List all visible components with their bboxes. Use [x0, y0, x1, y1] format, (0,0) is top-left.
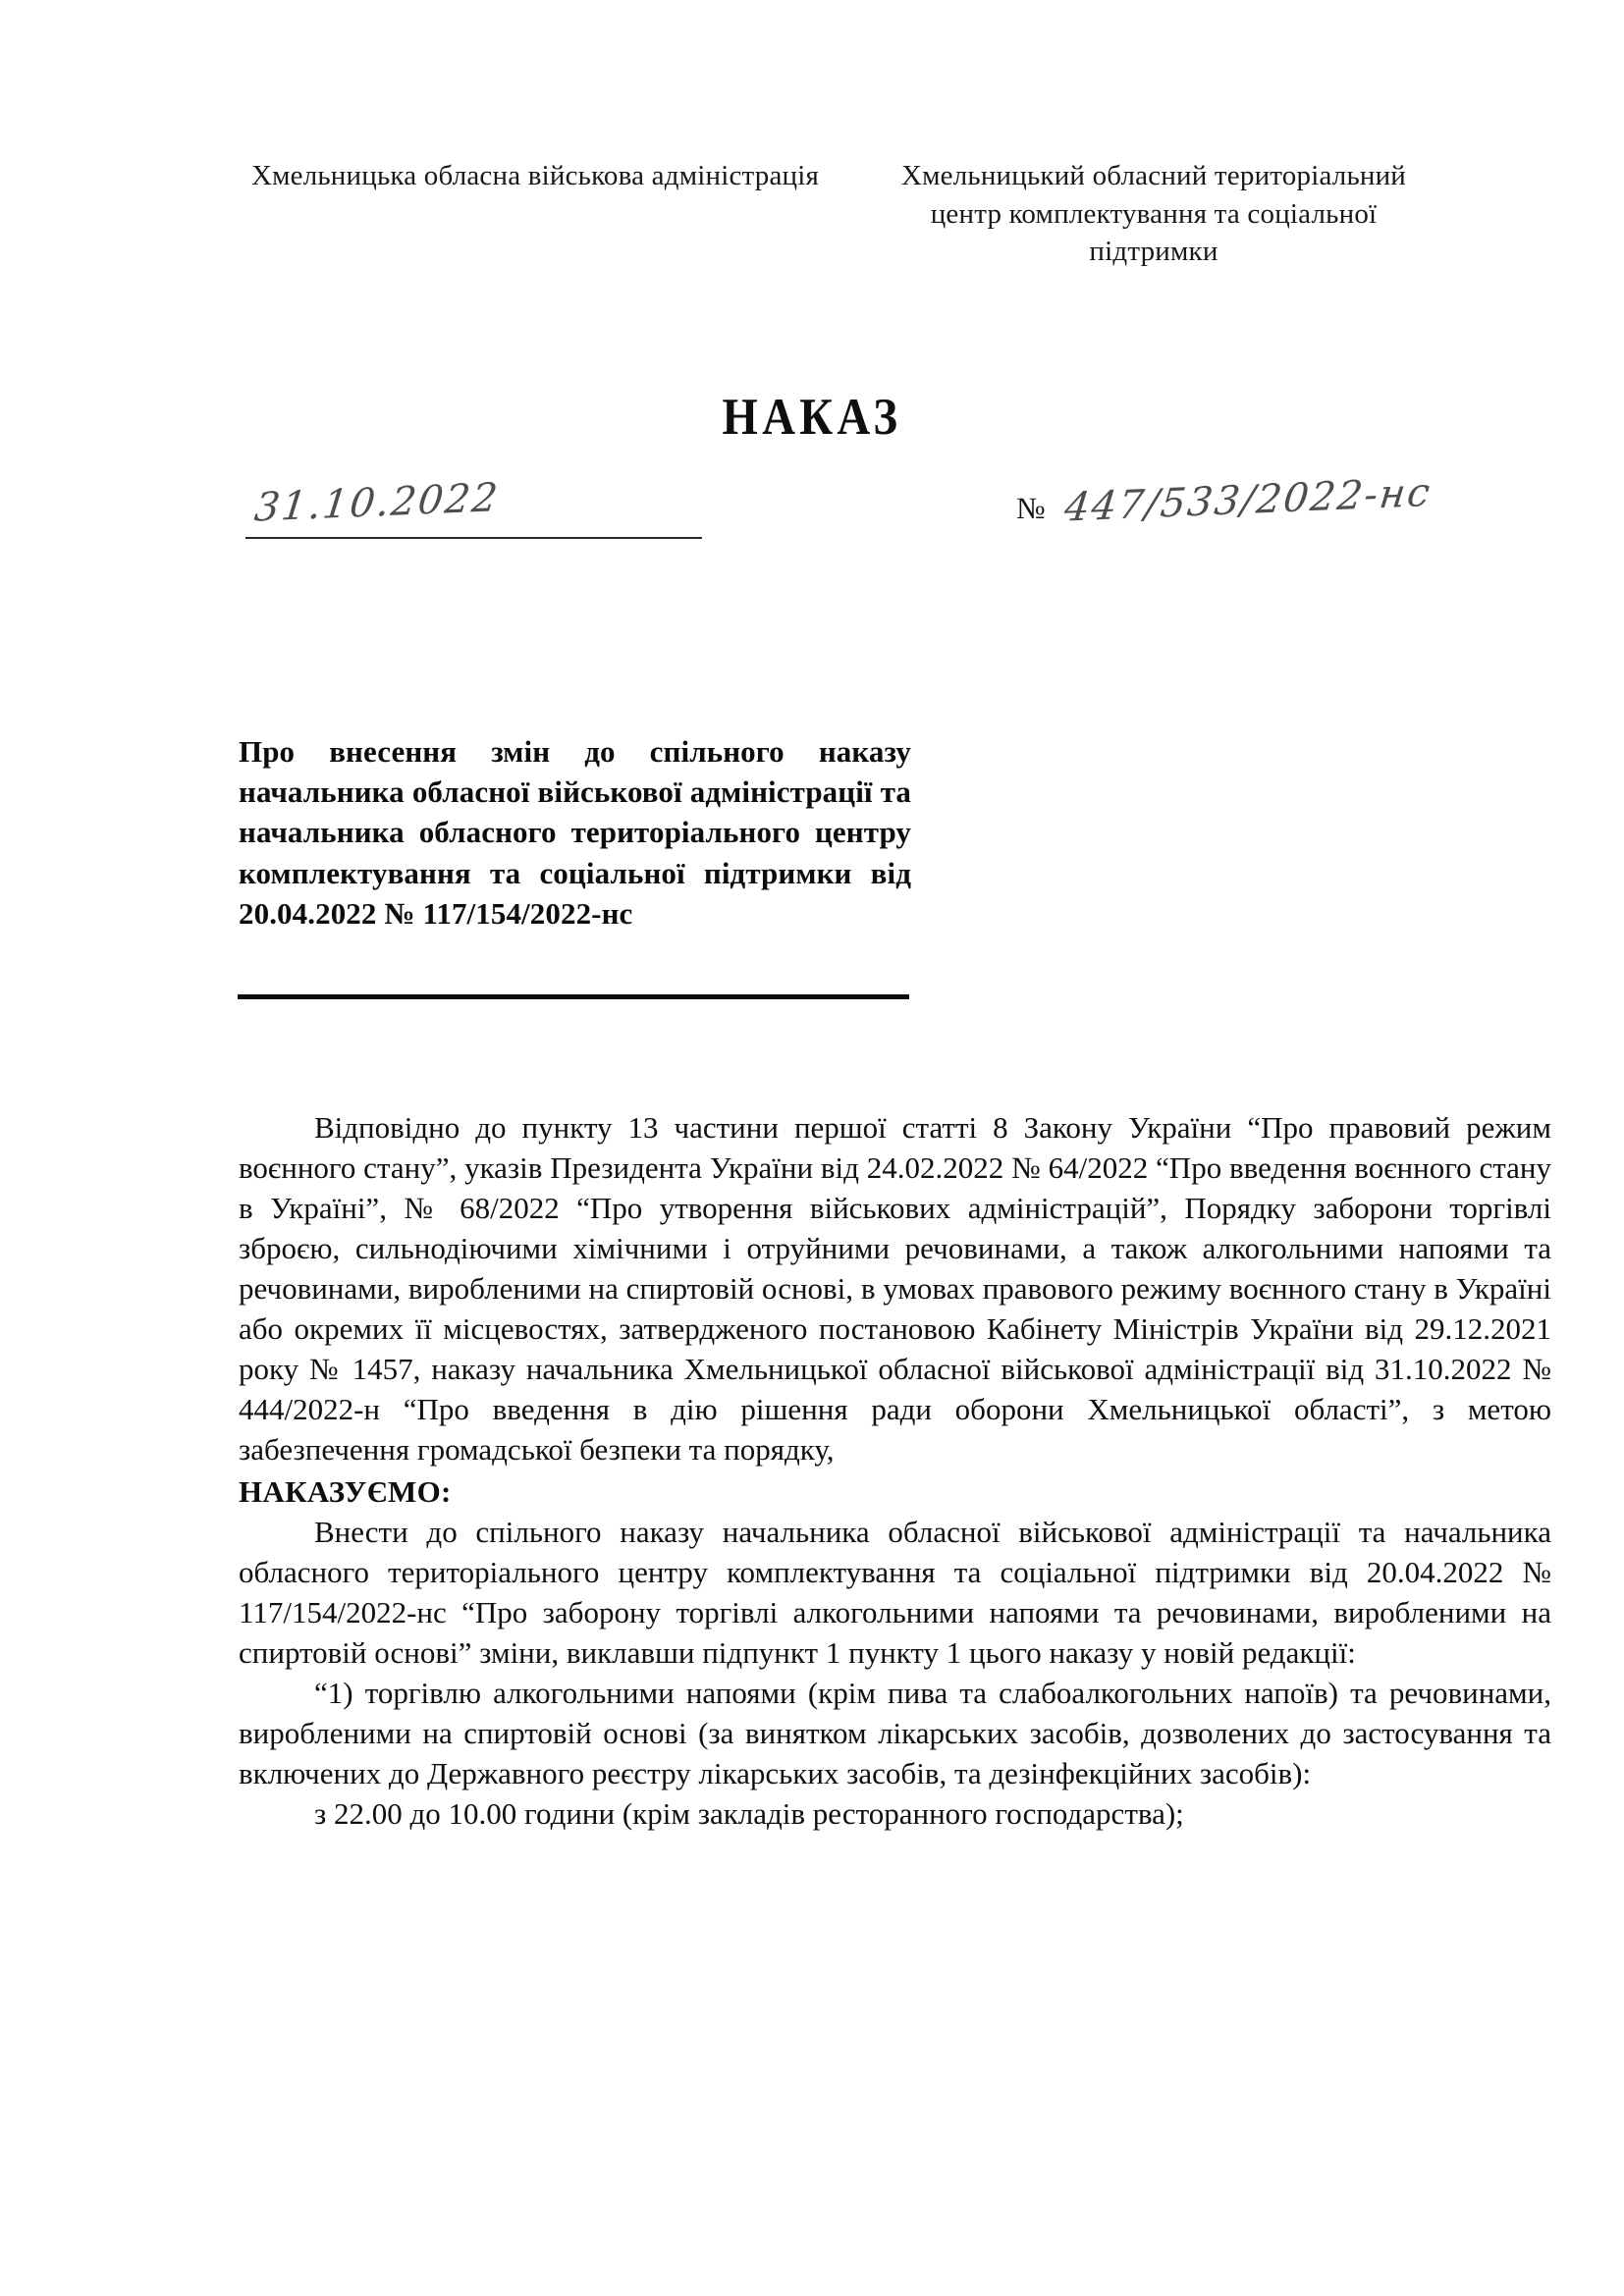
registration-line	[0, 469, 1624, 577]
registration-date-handwritten: 31.10.2022	[251, 475, 502, 531]
registration-number-handwritten: 447/533/2022-нс	[1061, 469, 1435, 531]
letterhead-right-organization: Хмельницький обласний територіальний центр комплектування та соціальної підтримки	[900, 160, 1407, 268]
subject-divider	[238, 994, 909, 999]
letterhead-left-organization: Хмельницька обласна військова адміністрація	[250, 160, 820, 191]
paragraph-clause-quote: “1) торгівлю алкогольними напоями (крім пива та слабоалкогольних напоїв) та речовинами, виробленими на спиртовій основі (за винятком лікарських засобів, дозволених до застосування та включених до Державного реєстру лікарських засобів, та дезінфекційних засобів):	[239, 1676, 1551, 1790]
document-body	[239, 1107, 1551, 1834]
registration-date-field	[245, 475, 707, 539]
registration-date-underline	[245, 537, 702, 539]
document-subject: Про внесення змін до спільного наказу начальника обласної військової адміністрації та начальника обласного територіального центру комплектування та соціальної підтримки від 20.04.2022 № 117/154/2022-нс	[239, 734, 911, 931]
letterhead	[0, 157, 1624, 271]
paragraph-command: НАКАЗУЄМО:	[239, 1474, 452, 1509]
paragraph-clause-intro: Внести до спільного наказу начальника обласної військової адміністрації та начальника обласного територіального центру комплектування та соціальної підтримки від 20.04.2022 № 117/154/2022-нс “Про заборону торгівлі алкогольними напоями та речовинами, виробленими на спиртовій основі” зміни, виклавши підпункт 1 пункту 1 цього наказу у новій редакції:	[239, 1515, 1551, 1670]
registration-number-field	[1016, 469, 1527, 537]
registration-number-slot	[1056, 469, 1527, 537]
paragraph-clause-time: з 22.00 до 10.00 години (крім закладів ресторанного господарства);	[314, 1796, 1184, 1831]
number-symbol: №	[1016, 491, 1046, 525]
paragraph-preamble: Відповідно до пункту 13 частини першої статті 8 Закону України “Про правовий режим воєнного стану”, указів Президента України від 24.02.2022 № 64/2022 “Про введення воєнного стану в Україні”, № 68/2022 “Про утворення військових адміністрацій”, Порядку заборони торгівлі зброєю, сильнодіючими хімічними і отруйними речовинами, а також алкогольними напоями та речовинами, виробленими на спиртовій основі, в умовах правового режиму воєнного стану в Україні або окремих її місцевостях, затвердженого постановою Кабінету Міністрів України від 29.12.2021 року № 1457, наказу начальника Хмельницької обласної військової адміністрації від 31.10.2022 № 444/2022-н “Про введення в дію рішення ради оборони Хмельницької області”, з метою забезпечення громадської безпеки та порядку,	[239, 1110, 1551, 1467]
document-type-title: НАКАЗ	[722, 389, 902, 446]
